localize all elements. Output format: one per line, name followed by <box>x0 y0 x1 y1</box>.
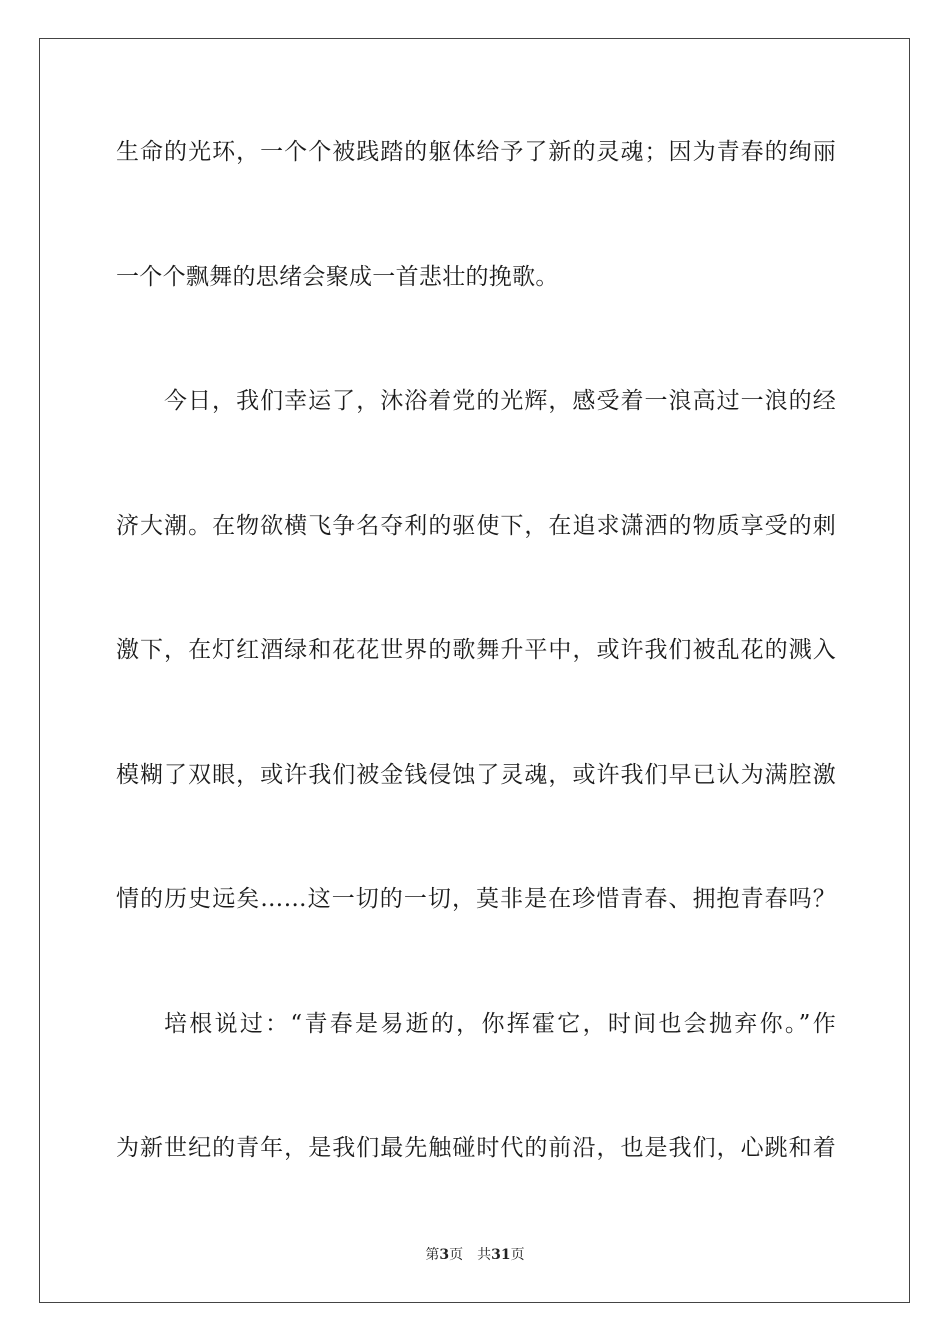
page-number: 3 <box>439 1247 450 1263</box>
total-suffix: 页 <box>510 1247 525 1263</box>
text-line-7: 情的历史远矣……这一切的一切，莫非是在珍惜青春、拥抱青春吗？ <box>116 886 836 912</box>
text-line-4: 济大潮。在物欲横飞争名夺利的驱使下，在追求潇洒的物质享受的刺 <box>116 513 836 539</box>
text-line-8: 培根说过：“青春是易逝的，你挥霍它，时间也会抛弃你。”作 <box>164 1011 836 1037</box>
text-line-5: 激下，在灯红酒绿和花花世界的歌舞升平中，或许我们被乱花的溅入 <box>116 637 836 663</box>
text-line-6: 模糊了双眼，或许我们被金钱侵蚀了灵魂，或许我们早已认为满腔激 <box>116 762 836 788</box>
text-line-9: 为新世纪的青年，是我们最先触碰时代的前沿，也是我们，心跳和着 <box>116 1135 836 1161</box>
text-line-1: 生命的光环，一个个被践踏的躯体给予了新的灵魂；因为青春的绚丽 <box>116 139 836 165</box>
page-footer <box>0 1246 950 1264</box>
text-line-3: 今日，我们幸运了，沐浴着党的光辉，感受着一浪高过一浪的经 <box>164 388 836 414</box>
page-prefix: 第 <box>425 1247 440 1263</box>
text-line-2: 一个个飘舞的思绪会聚成一首悲壮的挽歌。 <box>116 264 559 290</box>
total-prefix: 共 <box>477 1247 492 1263</box>
page-suffix: 页 <box>449 1247 464 1263</box>
total-pages: 31 <box>491 1247 511 1263</box>
page-frame <box>39 38 910 1303</box>
